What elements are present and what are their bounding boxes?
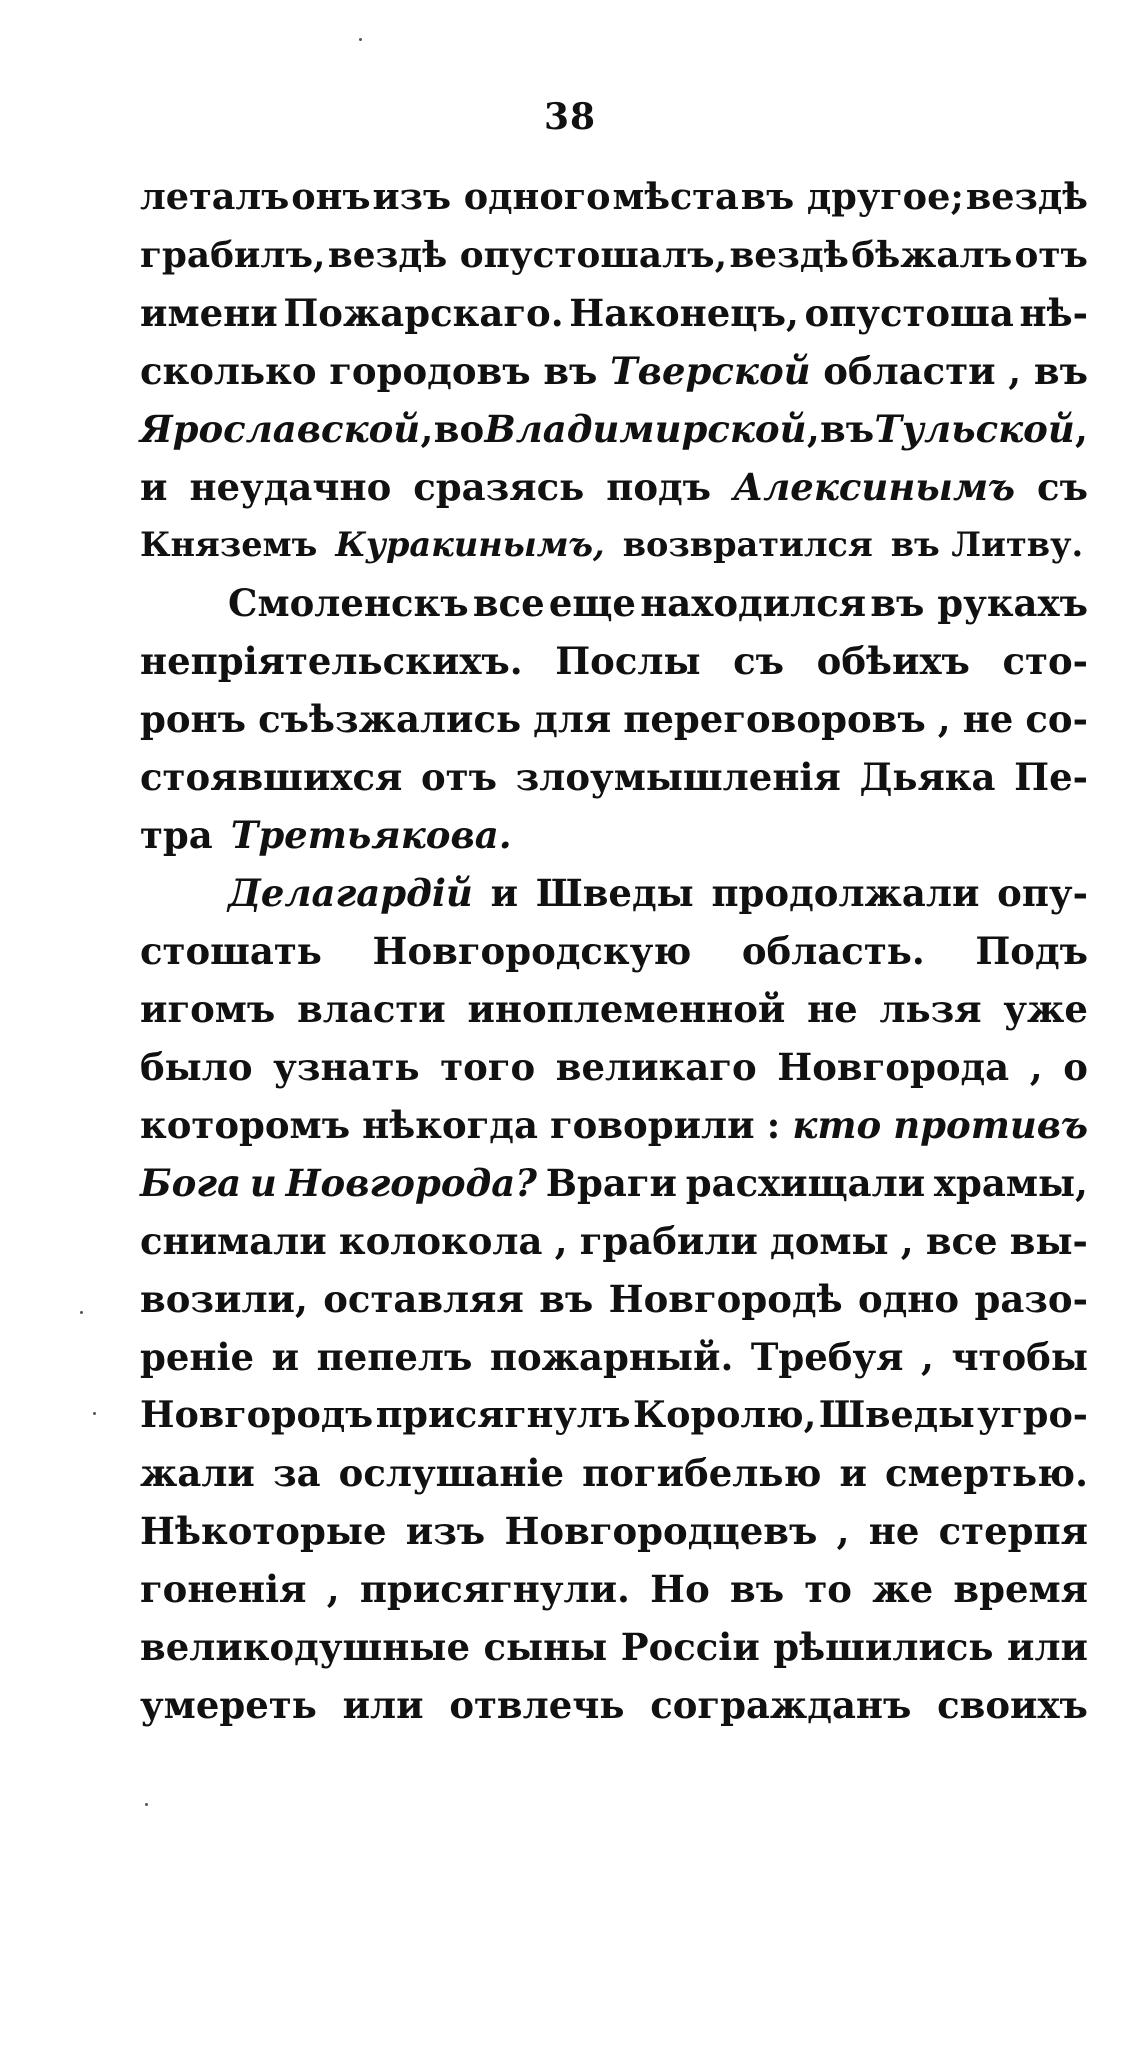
word: отъ	[420, 755, 497, 799]
text-line	[140, 980, 1088, 1038]
word: пожарный.	[489, 1335, 734, 1379]
word: реніе	[140, 1335, 255, 1379]
word: чтобы	[951, 1335, 1088, 1379]
word: сколько	[140, 349, 317, 393]
word: ,	[554, 1219, 568, 1263]
word: въ	[820, 407, 875, 451]
word: Новгорода	[777, 1045, 1010, 1089]
word: Новгородцевъ	[504, 1509, 818, 1553]
text-line	[140, 458, 1088, 516]
word: рѣшились	[773, 1625, 994, 1669]
word: со-	[1025, 697, 1088, 741]
word: возвратился	[622, 525, 873, 564]
text-line	[140, 806, 1088, 864]
word: домы	[770, 1219, 889, 1263]
text-line	[140, 1096, 1088, 1154]
word: Шведы	[535, 871, 694, 915]
text-line	[140, 574, 1088, 632]
word: неудачно	[189, 465, 392, 509]
word: съ	[1037, 465, 1088, 509]
word: области	[823, 349, 996, 393]
text-line	[140, 1618, 1088, 1676]
word: ,	[1075, 407, 1088, 451]
word: изъ одного	[372, 175, 611, 218]
word: въ	[539, 1277, 594, 1321]
print-speck	[359, 38, 362, 41]
text-line	[140, 748, 1088, 806]
italic-word: кто	[792, 1103, 882, 1147]
word: игомъ	[140, 987, 276, 1031]
italic-word: Бога	[140, 1161, 242, 1205]
word: Наконецъ,	[569, 291, 799, 335]
word: и	[140, 465, 168, 509]
word: угро-	[977, 1393, 1088, 1436]
word: область.	[741, 929, 925, 973]
word: леталъ	[140, 175, 290, 218]
page-number: 38	[543, 96, 597, 138]
word: погибелью	[582, 1451, 822, 1495]
word: одно	[857, 1277, 960, 1321]
word: гоненія	[140, 1567, 307, 1611]
word: Но	[650, 1567, 710, 1611]
word: говорили	[549, 1103, 755, 1147]
word: и	[839, 1451, 867, 1495]
word: въ	[730, 1567, 785, 1611]
word: колокола	[338, 1219, 543, 1263]
word: Нѣкоторые	[140, 1509, 387, 1553]
word: имени	[140, 291, 278, 335]
word: съ	[733, 639, 785, 683]
italic-word: противъ	[893, 1103, 1088, 1147]
word: все	[925, 1219, 998, 1263]
print-speck	[145, 1803, 148, 1806]
italic-word: Новгорода?	[285, 1161, 537, 1205]
word: грабили	[579, 1219, 758, 1263]
text-line	[140, 1212, 1088, 1270]
text-line	[140, 1502, 1088, 1560]
word: Требуя	[750, 1335, 904, 1379]
word: оставляя	[323, 1277, 524, 1321]
word: согражданъ	[650, 1683, 912, 1727]
word: мѣста	[612, 175, 739, 218]
word: ,	[806, 407, 820, 451]
word: Новгородскую	[372, 929, 692, 973]
word: умереть	[140, 1683, 317, 1727]
word: тра	[140, 813, 213, 857]
word: непріятельскихъ.	[140, 639, 523, 683]
word: присягнулъ	[375, 1393, 631, 1436]
text-line	[140, 1676, 1088, 1734]
text-line	[140, 516, 1088, 574]
word: Новгородъ	[140, 1393, 374, 1436]
italic-word: Тульской	[874, 407, 1075, 451]
text-line	[140, 226, 1088, 284]
word: уже	[1003, 987, 1088, 1031]
word: ослушаніе	[338, 1451, 565, 1495]
word: продолжали	[711, 871, 980, 915]
word: то	[804, 1567, 852, 1611]
word: еще	[548, 581, 636, 625]
word: смертью.	[885, 1451, 1088, 1495]
word: Новгородѣ	[608, 1277, 843, 1321]
italic-word: и	[249, 1161, 277, 1205]
word: ,	[1029, 1045, 1043, 1089]
word: для	[533, 697, 612, 741]
word: нѣкогда	[362, 1103, 538, 1147]
word: было	[140, 1045, 253, 1089]
word: :	[766, 1103, 781, 1147]
word: вездѣ	[729, 234, 849, 276]
text-line	[140, 168, 1088, 226]
word: и	[271, 1335, 300, 1379]
word: стерпя	[938, 1509, 1088, 1553]
word: онъ	[291, 175, 371, 218]
word: пепелъ	[316, 1335, 473, 1379]
word: время	[953, 1567, 1088, 1611]
word: Шведы	[818, 1393, 975, 1436]
italic-word: Тверской	[610, 349, 811, 393]
word: ,	[900, 1219, 914, 1263]
text-line	[140, 1560, 1088, 1618]
word: съѣзжались	[258, 697, 522, 741]
word: Смоленскъ	[228, 581, 469, 625]
word: ,	[921, 1335, 934, 1379]
word: обѣихъ	[816, 639, 970, 683]
italic-word: Алексинымъ	[733, 465, 1016, 509]
print-speck	[80, 1311, 83, 1314]
body-text	[140, 168, 1088, 1734]
word: присягнули.	[359, 1567, 630, 1611]
word: храмы,	[933, 1161, 1088, 1205]
word: великаго	[555, 1045, 757, 1089]
italic-word: Куракинымъ,	[335, 525, 605, 564]
word: власти	[297, 987, 446, 1031]
word: опу-	[997, 871, 1088, 915]
word: Послы	[555, 639, 701, 683]
word: переговоровъ	[623, 697, 926, 741]
word: опустоша	[804, 291, 1014, 335]
italic-word: Ярославской	[140, 407, 421, 451]
word: возили,	[140, 1277, 308, 1321]
word: находился	[640, 581, 867, 625]
word: иноплеменной	[467, 987, 786, 1031]
text-line	[140, 1270, 1088, 1328]
word: великодушные	[140, 1625, 471, 1669]
word: за	[272, 1451, 321, 1495]
word: стошать	[140, 929, 322, 973]
word: вездѣ	[965, 175, 1088, 218]
word: ронъ	[140, 697, 247, 741]
word: подъ	[606, 465, 712, 509]
word: не	[807, 987, 858, 1031]
text-line	[140, 1154, 1088, 1212]
word: узнать	[273, 1045, 420, 1089]
word: сто-	[1002, 639, 1088, 683]
word: въ	[1033, 349, 1088, 393]
word: ,	[1008, 349, 1022, 393]
word: Дьяка	[859, 755, 996, 799]
text-line	[140, 690, 1088, 748]
word: ,	[420, 407, 434, 451]
word: бѣжалъ	[851, 234, 1013, 276]
italic-word: Третьякова.	[230, 813, 512, 857]
word: своихъ	[937, 1683, 1088, 1727]
word: въ Литву.	[890, 525, 1084, 564]
text-line	[140, 1386, 1088, 1444]
word: отвлечь	[449, 1683, 625, 1727]
word: нѣ-	[1019, 291, 1088, 335]
word: злоумышленія	[515, 755, 841, 799]
word: въ	[543, 349, 598, 393]
word: расхищали	[685, 1161, 926, 1205]
word: ,	[937, 697, 951, 741]
italic-word: Делагардій	[228, 871, 473, 915]
word: которомъ	[140, 1103, 351, 1147]
word: снимали	[140, 1219, 327, 1263]
word: городовъ	[329, 349, 531, 393]
word: жали	[140, 1451, 255, 1495]
word: о	[1063, 1045, 1088, 1089]
text-line	[140, 342, 1088, 400]
word: Россіи	[620, 1625, 760, 1669]
word: того	[440, 1045, 536, 1089]
text-line	[140, 1444, 1088, 1502]
word: ,	[326, 1567, 340, 1611]
text-line	[140, 1328, 1088, 1386]
italic-word: Владимирской	[484, 407, 807, 451]
word: Королю,	[632, 1393, 817, 1436]
word: во	[433, 407, 485, 451]
word: стоявшихся	[140, 755, 403, 799]
word: отъ	[1014, 234, 1088, 276]
word: сыны	[483, 1625, 608, 1669]
word: ,	[836, 1509, 850, 1553]
word: въ другое;	[740, 175, 964, 218]
word: же	[872, 1567, 934, 1611]
word: изъ	[405, 1509, 486, 1553]
word: льзя	[879, 987, 982, 1031]
text-line	[140, 1038, 1088, 1096]
print-speck	[93, 1412, 96, 1415]
word: Подъ	[975, 929, 1088, 973]
text-line	[140, 284, 1088, 342]
word: разо-	[974, 1277, 1088, 1321]
word: въ рукахъ	[870, 581, 1088, 625]
text-line	[140, 922, 1088, 980]
text-line	[140, 632, 1088, 690]
word: Пе-	[1014, 755, 1088, 799]
word: или	[342, 1683, 424, 1727]
word: все	[472, 581, 545, 625]
word: Княземъ	[140, 525, 318, 564]
word: и	[490, 871, 519, 915]
word: вездѣ опустошалъ,	[327, 234, 728, 276]
word: сразясь	[413, 465, 585, 509]
word: Враги	[545, 1161, 677, 1205]
text-line	[140, 864, 1088, 922]
text-line	[140, 400, 1088, 458]
word: вы-	[1009, 1219, 1088, 1263]
word: не	[868, 1509, 920, 1553]
word: Пожарскаго.	[283, 291, 564, 335]
word: не	[962, 697, 1014, 741]
word: грабилъ,	[140, 234, 326, 276]
word: или	[1007, 1625, 1088, 1669]
